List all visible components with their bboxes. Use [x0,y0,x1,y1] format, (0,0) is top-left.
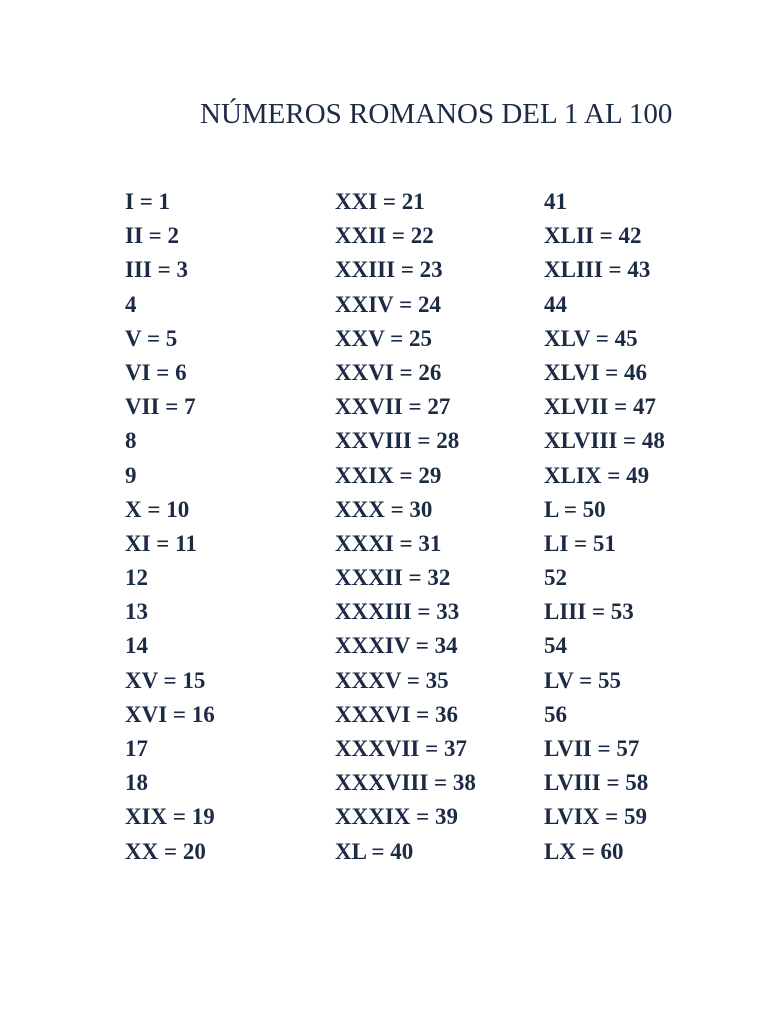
numeral-entry: 14 [125,633,148,659]
numeral-entry: 12 [125,565,148,591]
numeral-entry: XVI = 16 [125,701,215,727]
numeral-entry: XXXII = 32 [335,565,451,591]
numeral-entry: 13 [125,599,148,625]
numeral-entry: XXII = 22 [335,223,434,249]
numeral-entry: III = 3 [125,257,188,283]
numeral-entry: XXX = 30 [335,496,433,522]
numeral-entry: 4 [125,291,137,317]
numeral-entry: XXIV = 24 [335,291,441,317]
numeral-entry: XIX = 19 [125,804,215,830]
numeral-entry: LVII = 57 [544,736,640,761]
numeral-entry: XXXI = 31 [335,530,442,556]
numeral-entry: XL = 40 [335,838,414,864]
numeral-entry: XXXIV = 34 [335,633,458,659]
column-2 [335,185,535,869]
numeral-entry: XI = 11 [125,530,197,556]
numeral-entry: 44 [544,291,567,317]
numeral-entry: LV = 55 [544,667,622,693]
numeral-entry: XXXVI = 36 [335,701,458,727]
numeral-entry: 8 [125,428,137,454]
numeral-entry: 41 [544,189,567,214]
numeral-entry: LI = 51 [544,530,616,556]
numeral-entry: 52 [544,565,567,591]
numeral-entry: XXXIII = 33 [335,599,460,625]
numeral-entry: LVIII = 58 [544,770,649,796]
numeral-entry: XLVI = 46 [544,359,648,385]
numeral-entry: XV = 15 [125,667,206,693]
numeral-entry: LX = 60 [544,838,624,864]
column-3 [544,185,744,869]
numeral-entry: L = 50 [544,496,606,522]
numeral-entry: XLVIII = 48 [544,428,665,454]
numeral-entry: XXXIX = 39 [335,804,458,830]
numeral-entry: XXV = 25 [335,325,433,351]
numeral-entry: XLIX = 49 [544,462,650,488]
numeral-entry: XXVIII = 28 [335,428,460,454]
numeral-entry: VI = 6 [125,359,187,385]
numeral-entry: XLVII = 47 [544,394,656,420]
numeral-entry: XXXV = 35 [335,667,449,693]
numeral-entry: LIII = 53 [544,599,634,625]
numeral-entry: LVIX = 59 [544,804,648,830]
numeral-entry: V = 5 [125,325,178,351]
numeral-entry: X = 10 [125,496,190,522]
numeral-entry: XXVII = 27 [335,394,451,420]
numeral-entry: XXIX = 29 [335,462,442,488]
column-1 [125,185,325,869]
numeral-entry: 54 [544,633,567,659]
numeral-entry: II = 2 [125,223,180,249]
numeral-entry: 17 [125,736,148,761]
numeral-entry: XXXVIII = 38 [335,770,476,796]
numeral-entry: 9 [125,462,137,488]
document-title: NÚMEROS ROMANOS DEL 1 AL 100 [200,98,673,130]
numeral-entry: XX = 20 [125,838,206,864]
numeral-entry: XXXVII = 37 [335,736,467,761]
numeral-entry: XXIII = 23 [335,257,443,283]
numeral-entry: 18 [125,770,148,796]
numeral-entry: XLII = 42 [544,223,642,249]
numeral-entry: XXI = 21 [335,189,425,214]
numeral-entry: VII = 7 [125,394,196,420]
numeral-entry: I = 1 [125,189,171,214]
numeral-entry: 56 [544,701,567,727]
numeral-entry: XLV = 45 [544,325,638,351]
numeral-entry: XLIII = 43 [544,257,651,283]
numeral-entry: XXVI = 26 [335,359,442,385]
